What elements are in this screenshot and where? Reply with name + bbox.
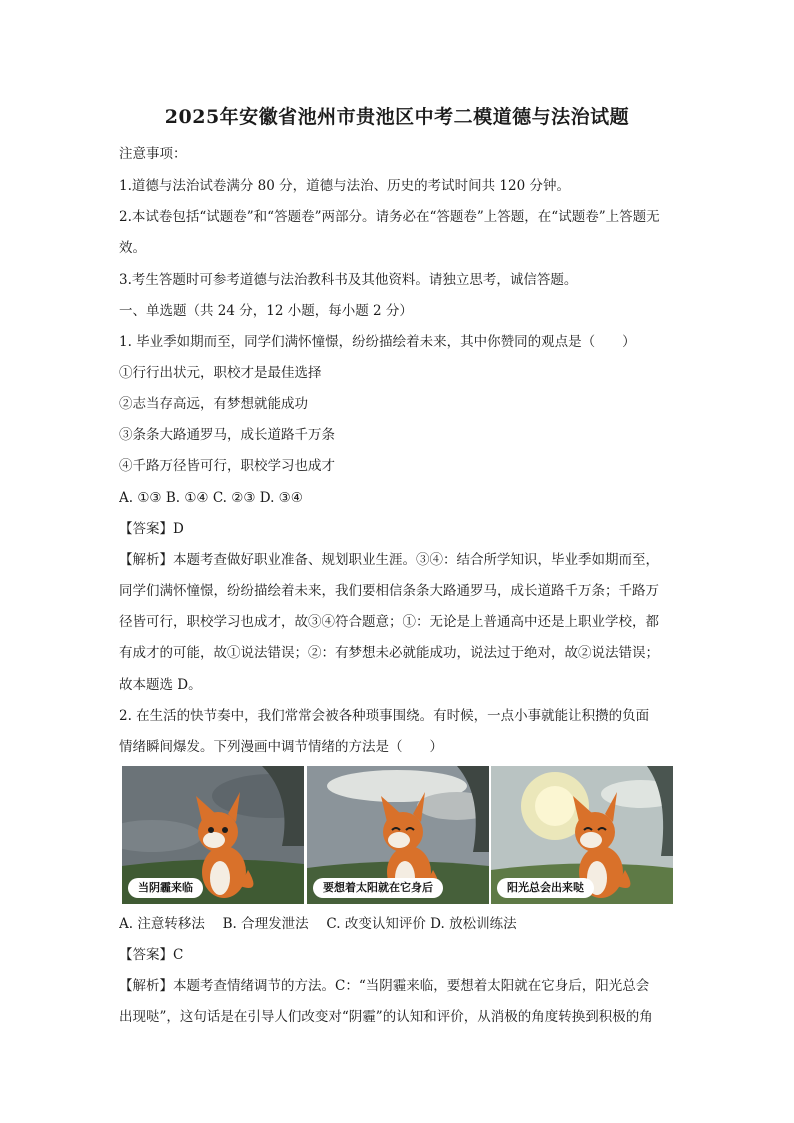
q2-stem-line-1: 2. 在生活的快节奏中，我们常常会被各种琐事围绕。有时候，一点小事就能让积攒的负面 — [119, 708, 650, 724]
q1-analysis-line-5: 故本题选 D。 — [119, 677, 202, 693]
notice-item-2: 2.本试卷包括“试题卷”和“答题卷”两部分。请务必在“答题卷”上答题，在“试题卷”上答题无 — [119, 209, 660, 225]
q1-option-1: ①行行出状元，职校才是最佳选择 — [119, 365, 322, 381]
q1-analysis-line-4: 有成才的可能，故①说法错误；②：有梦想未必就能成功，说法过于绝对，故②说法错误； — [119, 645, 659, 661]
q1-analysis-line-2: 同学们满怀憧憬，纷纷描绘着未来，我们要相信条条大路通罗马，成长道路千万条；千路万 — [119, 583, 659, 599]
notice-item-2-cont: 效。 — [119, 240, 146, 256]
q1-option-3: ③条条大路通罗马，成长道路千万条 — [119, 427, 335, 443]
q2-choices: A. 注意转移法 B. 合理发泄法 C. 改变认知评价 D. 放松训练法 — [119, 916, 517, 932]
q2-analysis-line-1: 【解析】本题考查情绪调节的方法。C：“当阴霾来临，要想着太阳就在它身后，阳光总会 — [119, 978, 650, 994]
q2-analysis-line-2: 出现哒”，这句话是在引导人们改变对“阴霾”的认知和评价，从消极的角度转换到积极的角 — [119, 1009, 653, 1025]
comic-caption-2: 要想着太阳就在它身后 — [313, 878, 443, 898]
comic-panel-2 — [307, 766, 489, 904]
q1-analysis-line-3: 径皆可行，职校学习也成才，故③④符合题意；①：无论是上普通高中还是上职业学校，都 — [119, 614, 659, 630]
q2-stem-line-2: 情绪瞬间爆发。下列漫画中调节情绪的方法是（ ） — [119, 739, 443, 755]
comic-caption-3: 阳光总会出来哒 — [497, 878, 594, 898]
page-title: 2025年安徽省池州市贵池区中考二模道德与法治试题 — [164, 106, 630, 128]
q1-analysis-line-1: 【解析】本题考查做好职业准备、规划职业生涯。③④：结合所学知识，毕业季如期而至， — [119, 552, 659, 568]
q2-answer: 【答案】C — [119, 947, 184, 963]
section-heading: 一、单选题（共 24 分，12 小题，每小题 2 分） — [119, 303, 413, 319]
notice-item-3: 3.考生答题时可参考道德与法治教科书及其他资料。请独立思考，诚信答题。 — [119, 272, 578, 288]
notice-heading: 注意事项： — [119, 146, 187, 162]
comic-panel-3 — [491, 766, 673, 904]
q1-option-2: ②志当存高远，有梦想就能成功 — [119, 396, 308, 412]
q1-option-4: ④千路万径皆可行，职校学习也成才 — [119, 458, 335, 474]
comic-caption-1: 当阴霾来临 — [128, 878, 203, 898]
q1-choices: A. ①③ B. ①④ C. ②③ D. ③④ — [119, 490, 303, 506]
comic-panel-1 — [122, 766, 304, 904]
sun-icon — [535, 786, 575, 826]
q1-stem: 1. 毕业季如期而至，同学们满怀憧憬，纷纷描绘着未来，其中你赞同的观点是（ ） — [119, 334, 636, 350]
q1-answer: 【答案】D — [119, 521, 184, 537]
notice-item-1: 1.道德与法治试卷满分 80 分，道德与法治、历史的考试时间共 120 分钟。 — [119, 178, 570, 194]
